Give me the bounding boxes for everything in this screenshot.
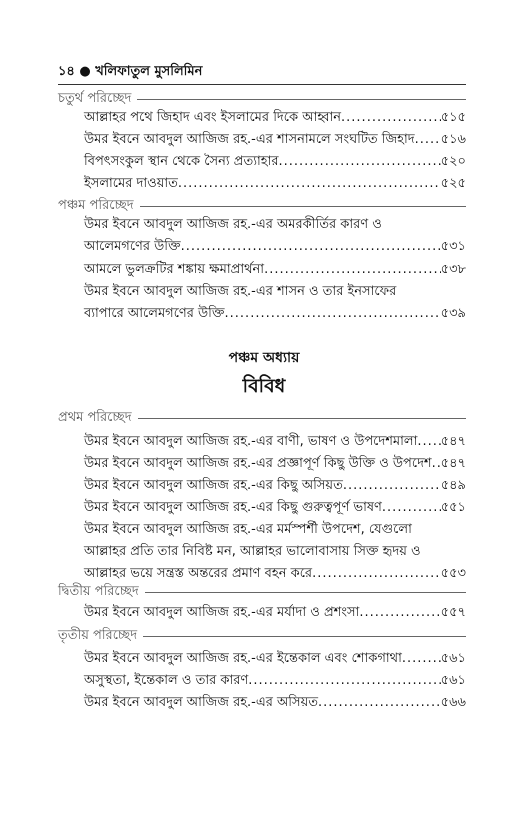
toc-entry[interactable] bbox=[84, 431, 466, 453]
section-label: পঞ্চম পরিচ্ছেদ bbox=[58, 197, 134, 213]
toc-entry[interactable] bbox=[84, 602, 466, 624]
entry-title: আমলে ভুলক্রটির শঙ্কায় ক্ষমাপ্রার্থনা bbox=[84, 262, 265, 277]
entry-title: উমর ইবনে আবদুল আজিজ রহ.-এর শাসনামলে সংঘটিত জিহাদ bbox=[84, 132, 415, 147]
page-number: ৫৩১ bbox=[440, 239, 466, 254]
toc-entry[interactable] bbox=[84, 107, 466, 129]
section-rule bbox=[145, 592, 466, 593]
toc-entry[interactable] bbox=[84, 453, 466, 475]
entry-title: উমর ইবনে আবদুল আজিজ রহ.-এর প্রজ্ঞাপূর্ণ কিছু উক্তি ও উপদেশ bbox=[84, 456, 432, 471]
toc-entry[interactable] bbox=[84, 692, 466, 714]
entry-title: অসুস্থতা, ইন্তেকাল ও তার কারণ bbox=[84, 673, 249, 688]
entry-title: উমর ইবনে আবদুল আজিজ রহ.-এর কিছু অসিয়ত bbox=[84, 478, 343, 493]
entry-title: উমর ইবনে আবদুল আজিজ রহ.-এর মর্যাদা ও প্রশংসা bbox=[84, 605, 360, 620]
chapter-title: বিবিধ bbox=[242, 375, 286, 397]
section-rule bbox=[140, 206, 466, 207]
section-heading bbox=[58, 583, 466, 601]
page-number: ৫৪৭ bbox=[440, 434, 466, 449]
page-number: ৫১৫ bbox=[440, 110, 466, 125]
entry-title: উমর ইবনে আবদুল আজিজ রহ.-এর অসিয়ত bbox=[84, 695, 319, 710]
dot-leader bbox=[178, 173, 441, 195]
toc-entry[interactable] bbox=[84, 281, 466, 325]
entry-title-line: উমর ইবনে আবদুল আজিজ রহ.-এর শাসন ও তার ইনসাফের bbox=[84, 284, 397, 299]
entry-title-line: উমর ইবনে আবদুল আজিজ রহ.-এর অমরকীর্তির কারণ ও bbox=[84, 217, 382, 232]
dot-leader bbox=[225, 303, 441, 325]
entry-title: ব্যাপারে আলেমগণের উক্তি bbox=[84, 306, 225, 321]
page-number: ৫৬১ bbox=[440, 673, 466, 688]
page-number: ৫২৫ bbox=[440, 176, 466, 191]
section-rule bbox=[138, 418, 466, 419]
dot-leader bbox=[417, 431, 440, 453]
page-number: ৫২০ bbox=[440, 154, 466, 169]
page-number: ৫৬১ bbox=[440, 651, 466, 666]
dot-leader bbox=[181, 236, 441, 258]
toc-entry[interactable] bbox=[84, 129, 466, 151]
page-number: ৫৫৩ bbox=[440, 566, 466, 581]
section-heading bbox=[58, 627, 466, 645]
toc-entry[interactable] bbox=[84, 259, 466, 281]
entry-title-line: আল্লাহর প্রতি তার নিবিষ্ট মন, আল্লাহর ভালোবাসায় সিক্ত হৃদয় ও bbox=[84, 544, 421, 559]
toc-entry[interactable] bbox=[84, 670, 466, 692]
dot-leader bbox=[341, 107, 441, 129]
dot-leader bbox=[248, 670, 440, 692]
page-number: ৫৩৮ bbox=[440, 262, 466, 277]
header-divider bbox=[58, 84, 466, 85]
toc-entry[interactable] bbox=[84, 151, 466, 173]
entry-title: উমর ইবনে আবদুল আজিজ রহ.-এর ইন্তেকাল এবং শোকগাথা bbox=[84, 651, 402, 666]
entry-title: ইসলামের দাওয়াত bbox=[84, 176, 178, 191]
toc-entry[interactable] bbox=[84, 497, 466, 519]
page-number: ৫৪৭ bbox=[440, 456, 466, 471]
entry-title-line: উমর ইবনে আবদুল আজিজ রহ.-এর মর্মস্পর্শী উপদেশ, যেগুলো bbox=[84, 522, 412, 537]
section-heading bbox=[58, 409, 466, 427]
toc-entry[interactable] bbox=[84, 475, 466, 497]
dot-leader bbox=[312, 563, 441, 585]
dot-leader bbox=[318, 692, 441, 714]
entry-title: আল্লাহর পথে জিহাদ এবং ইসলামের দিকে আহ্বান bbox=[84, 110, 342, 125]
entry-title: আলেমগণের উক্তি bbox=[84, 239, 181, 254]
page-number: ৫৫১ bbox=[440, 500, 466, 515]
page-number: ৫৪৯ bbox=[440, 478, 466, 493]
dot-leader bbox=[279, 151, 441, 173]
section-rule bbox=[137, 99, 466, 100]
page-number: ৫৫৭ bbox=[440, 605, 466, 620]
section-heading bbox=[58, 197, 466, 215]
dot-leader bbox=[359, 602, 440, 624]
dot-leader bbox=[382, 497, 441, 519]
running-header: ১৪ ● খলিফাতুল মুসলিমিন bbox=[58, 64, 203, 79]
dot-leader bbox=[402, 648, 441, 670]
section-label: প্রথম পরিচ্ছেদ bbox=[58, 409, 132, 425]
entry-title: উমর ইবনে আবদুল আজিজ রহ.-এর কিছু গুরুত্বপূর্ণ ভাষণ bbox=[84, 500, 382, 515]
section-heading bbox=[58, 90, 466, 108]
chapter-label: পঞ্চম অধ্যায় bbox=[228, 350, 300, 366]
toc-entry[interactable] bbox=[84, 519, 466, 585]
page-number: ৫৬৬ bbox=[440, 695, 466, 710]
section-label: দ্বিতীয় পরিচ্ছেদ bbox=[58, 583, 139, 599]
dot-leader bbox=[264, 259, 441, 281]
dot-leader bbox=[415, 129, 441, 151]
entry-title: বিপৎসংকুল স্থান থেকে সৈন্য প্রত্যাহার bbox=[84, 154, 279, 169]
dot-leader bbox=[432, 453, 441, 475]
entry-title: আল্লাহর ভয়ে সন্ত্রস্ত অন্তরের প্রমাণ বহন করে bbox=[84, 566, 313, 581]
section-label: তৃতীয় পরিচ্ছেদ bbox=[58, 627, 138, 643]
page-number: ৫৩৯ bbox=[440, 306, 466, 321]
section-rule bbox=[143, 636, 466, 637]
entry-title: উমর ইবনে আবদুল আজিজ রহ.-এর বাণী, ভাষণ ও উপদেশমালা bbox=[84, 434, 418, 449]
section-label: চতুর্থ পরিচ্ছেদ bbox=[58, 90, 132, 106]
page-number: ৫১৬ bbox=[440, 132, 466, 147]
dot-leader bbox=[343, 475, 441, 497]
toc-entry[interactable] bbox=[84, 173, 466, 195]
toc-entry[interactable] bbox=[84, 648, 466, 670]
toc-entry[interactable] bbox=[84, 214, 466, 258]
